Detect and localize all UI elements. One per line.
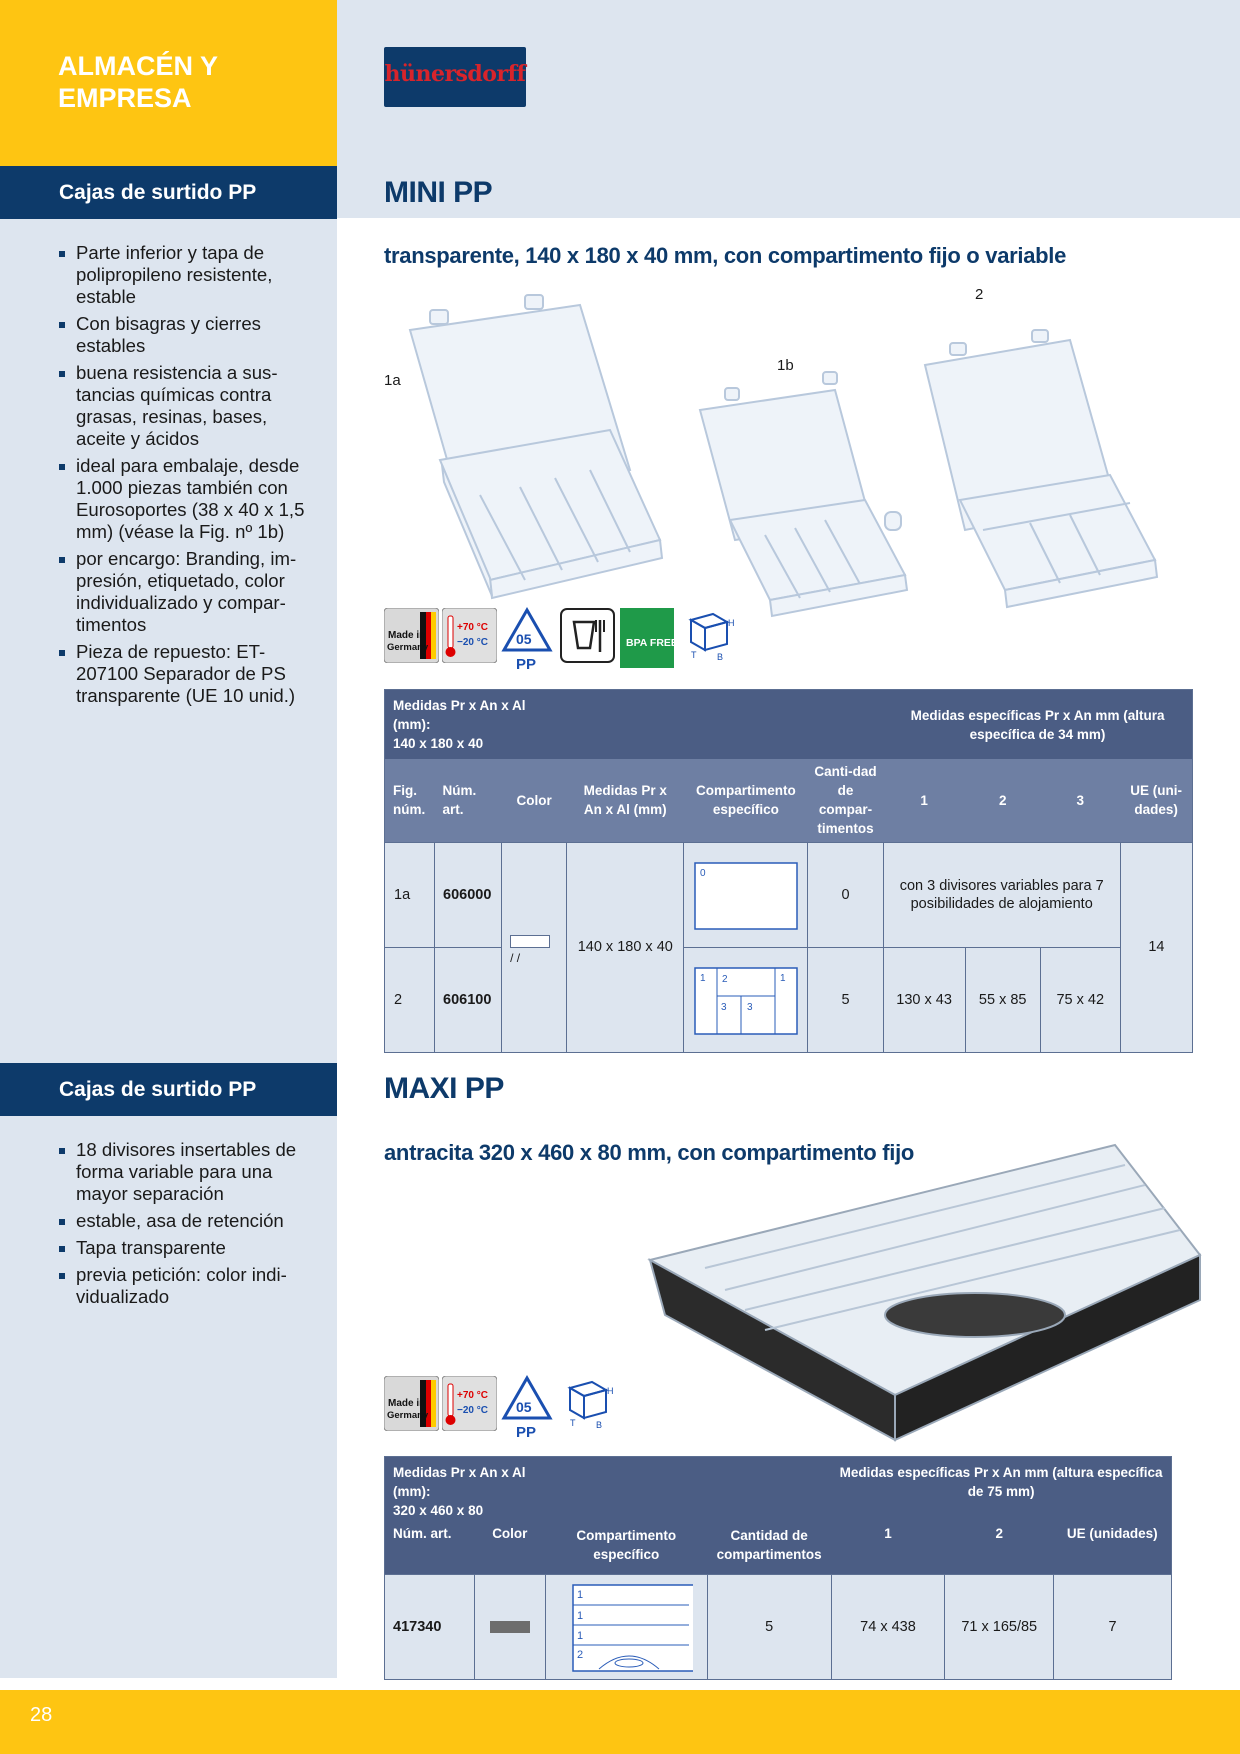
- col-ue: UE (uni-dades): [1130, 783, 1183, 818]
- cell-compart-diagram: [545, 1574, 707, 1679]
- cell-d1: 74 x 438: [831, 1574, 945, 1679]
- recycle-pp-icon: [500, 606, 555, 676]
- product-image-maxi: [645, 1140, 1210, 1450]
- product-image-1a: [400, 290, 680, 610]
- bullet-item: Con bisagras y cierres estables: [58, 313, 320, 357]
- cell-ue: 14: [1120, 842, 1192, 1052]
- compart-label: 2: [721, 973, 728, 985]
- col-compart: Compartimento específico: [696, 783, 796, 818]
- cell-qty: 0: [808, 842, 883, 947]
- cell-art: 417340: [385, 1574, 475, 1679]
- col-color: Color: [516, 792, 552, 808]
- col-d3: 3: [1076, 792, 1085, 808]
- temperature-icon: [442, 608, 497, 663]
- table-specific-header: Medidas específicas Pr x An mm (altura específica de 34 mm): [910, 707, 1165, 742]
- section-subtitle-maxi: antracita 320 x 460 x 80 mm, con compartimento fijo: [384, 1140, 915, 1165]
- cell-color: [502, 842, 567, 1052]
- table-dims-value: 320 x 460 x 80: [393, 1503, 484, 1518]
- svg-text:−20 °C: −20 °C: [457, 637, 488, 648]
- temperature-icon: [442, 1376, 497, 1431]
- svg-text:+70 °C: +70 °C: [457, 1390, 488, 1401]
- figure-label-1a: 1a: [384, 372, 401, 389]
- dimensions-icon: [683, 606, 738, 661]
- section-title-maxi: MAXI PP: [384, 1072, 504, 1105]
- bpa-free-icon: [620, 608, 674, 668]
- svg-text:Made in: Made in: [388, 1398, 426, 1409]
- compart-label: 3: [720, 1001, 727, 1013]
- cell-dims: 140 x 180 x 40: [567, 842, 684, 1052]
- table-specific-header: Medidas específicas Pr x An mm (altura específica de 75 mm): [839, 1465, 1163, 1499]
- bullet-list-maxi: [58, 1139, 320, 1313]
- compart-label: 1: [577, 1629, 584, 1642]
- cell-compart-diagram: [684, 842, 808, 947]
- cell-d1: 130 x 43: [883, 947, 965, 1052]
- col-d2: 2: [998, 792, 1007, 808]
- category-block: [0, 0, 337, 166]
- col-dims: Medidas Pr x An x Al (mm): [583, 783, 667, 818]
- cell-art: 606000: [435, 842, 502, 947]
- bullet-item: Pieza de repuesto: ET-207100 Separador de PS transparente (UE 10 unid.): [58, 641, 320, 707]
- bullet-item: Parte inferior y tapa de polipropileno resistente, estable: [58, 242, 320, 308]
- compart-label: 2: [577, 1648, 584, 1661]
- col-d2: 2: [995, 1526, 1003, 1541]
- col-compart: Compartimento específico: [576, 1528, 677, 1562]
- figure-label-2: 2: [975, 286, 984, 303]
- compartment-diagram-maxi: [559, 1581, 693, 1673]
- svg-text:05: 05: [516, 631, 532, 647]
- cell-d2: 55 x 85: [965, 947, 1040, 1052]
- cell-qty: 5: [707, 1574, 831, 1679]
- svg-text:T: T: [570, 1418, 576, 1428]
- compartment-diagram-0: [691, 859, 801, 931]
- figure-label-1b: 1b: [777, 357, 794, 374]
- bullet-item: por encargo: Branding, im-presión, etiquetado, color individualizado y compar-timentos: [58, 548, 320, 636]
- product-image-1b: [695, 370, 915, 620]
- product-table-mini: [384, 689, 1193, 1053]
- col-d1: 1: [920, 792, 928, 808]
- bullet-item: estable, asa de retención: [58, 1210, 320, 1232]
- table-dims-label: Medidas Pr x An x Al (mm):: [393, 1465, 526, 1499]
- table-dims-label: Medidas Pr x An x Al (mm):: [393, 698, 526, 732]
- compart-label: 1: [577, 1609, 584, 1622]
- category-title: ALMACÉN Y EMPRESA: [58, 51, 218, 113]
- col-qty: Canti-dad de compar-timentos: [814, 764, 877, 837]
- compart-label: 1: [779, 972, 786, 984]
- bullet-item: Tapa transparente: [58, 1237, 320, 1259]
- svg-text:PP: PP: [516, 656, 537, 673]
- svg-text:Germany: Germany: [387, 642, 429, 653]
- svg-text:PP: PP: [516, 1424, 537, 1441]
- svg-text:B: B: [717, 652, 724, 661]
- sidebar-title-maxi: Cajas de surtido PP: [0, 1063, 337, 1116]
- product-table-maxi: [384, 1456, 1172, 1680]
- table-row: [385, 842, 1193, 947]
- cell-fig: 1a: [385, 842, 435, 947]
- col-ue: UE (unidades): [1066, 1526, 1158, 1541]
- col-d1: 1: [884, 1526, 892, 1541]
- svg-text:H: H: [607, 1386, 614, 1396]
- color-swatch-transparent: [510, 935, 550, 948]
- compart-label: 1: [699, 972, 706, 984]
- page-number: 28: [30, 1704, 53, 1726]
- bullet-item: 18 divisores insertables de forma variable para una mayor separación: [58, 1139, 320, 1205]
- col-fig: Fig. núm.: [393, 783, 426, 818]
- bullet-list-mini: [58, 242, 320, 712]
- made-in-germany-icon: [384, 608, 439, 663]
- col-qty: Cantidad de compartimentos: [716, 1528, 822, 1562]
- bullet-item: ideal para embalaje, desde 1.000 piezas también con Eurosoportes (38 x 40 x 1,5 mm) (véase la Fig. nº 1b): [58, 455, 320, 543]
- compart-label: 3: [746, 1001, 753, 1013]
- svg-text:T: T: [691, 650, 697, 660]
- col-color: Color: [492, 1526, 528, 1541]
- svg-text:BPA FREE: BPA FREE: [626, 637, 674, 649]
- compart-label: 1: [577, 1588, 584, 1601]
- col-art: Núm. art.: [442, 783, 477, 818]
- brand-logo: [384, 47, 526, 107]
- bullet-item: buena resistencia a sus-tancias químicas contra grasas, resinas, bases, aceite y ácidos: [58, 362, 320, 450]
- cell-fig: 2: [385, 947, 435, 1052]
- svg-text:05: 05: [516, 1399, 532, 1415]
- cell-compart-diagram: [684, 947, 808, 1052]
- product-image-2: [920, 325, 1160, 615]
- dimensions-icon: [562, 1374, 617, 1429]
- cell-qty: 5: [808, 947, 883, 1052]
- compart-label: 0: [699, 867, 706, 879]
- svg-text:−20 °C: −20 °C: [457, 1405, 488, 1416]
- bullet-item: previa petición: color indi-vidualizado: [58, 1264, 320, 1308]
- svg-text:B: B: [596, 1420, 603, 1429]
- table-dims-value: 140 x 180 x 40: [393, 736, 484, 751]
- food-safe-icon: [560, 608, 615, 663]
- brand-logo-text: hünersdorff: [384, 61, 526, 87]
- cell-color: [474, 1574, 545, 1679]
- section-subtitle-mini: transparente, 140 x 180 x 40 mm, con compartimento fijo o variable: [384, 243, 1067, 268]
- color-swatch-anthracite: [490, 1621, 530, 1633]
- color-text: / /: [510, 950, 521, 965]
- compartment-diagram-5: [691, 964, 801, 1036]
- cell-ue: 7: [1054, 1574, 1172, 1679]
- col-art: Núm. art.: [393, 1526, 452, 1541]
- footer-bar: [0, 1690, 1240, 1754]
- cell-d3: 75 x 42: [1040, 947, 1120, 1052]
- sidebar-title-mini: Cajas de surtido PP: [0, 166, 337, 219]
- svg-text:+70 °C: +70 °C: [457, 622, 488, 633]
- svg-text:H: H: [728, 618, 735, 628]
- recycle-pp-icon: [500, 1374, 555, 1444]
- table-row: [385, 1574, 1172, 1679]
- cell-spec-text: con 3 divisores variables para 7 posibilidades de alojamiento: [883, 842, 1120, 947]
- svg-text:Made in: Made in: [388, 630, 426, 641]
- cell-art: 606100: [435, 947, 502, 1052]
- svg-text:Germany: Germany: [387, 1410, 429, 1421]
- cell-d2: 71 x 165/85: [945, 1574, 1054, 1679]
- section-title-mini: MINI PP: [384, 176, 493, 209]
- made-in-germany-icon: [384, 1376, 439, 1431]
